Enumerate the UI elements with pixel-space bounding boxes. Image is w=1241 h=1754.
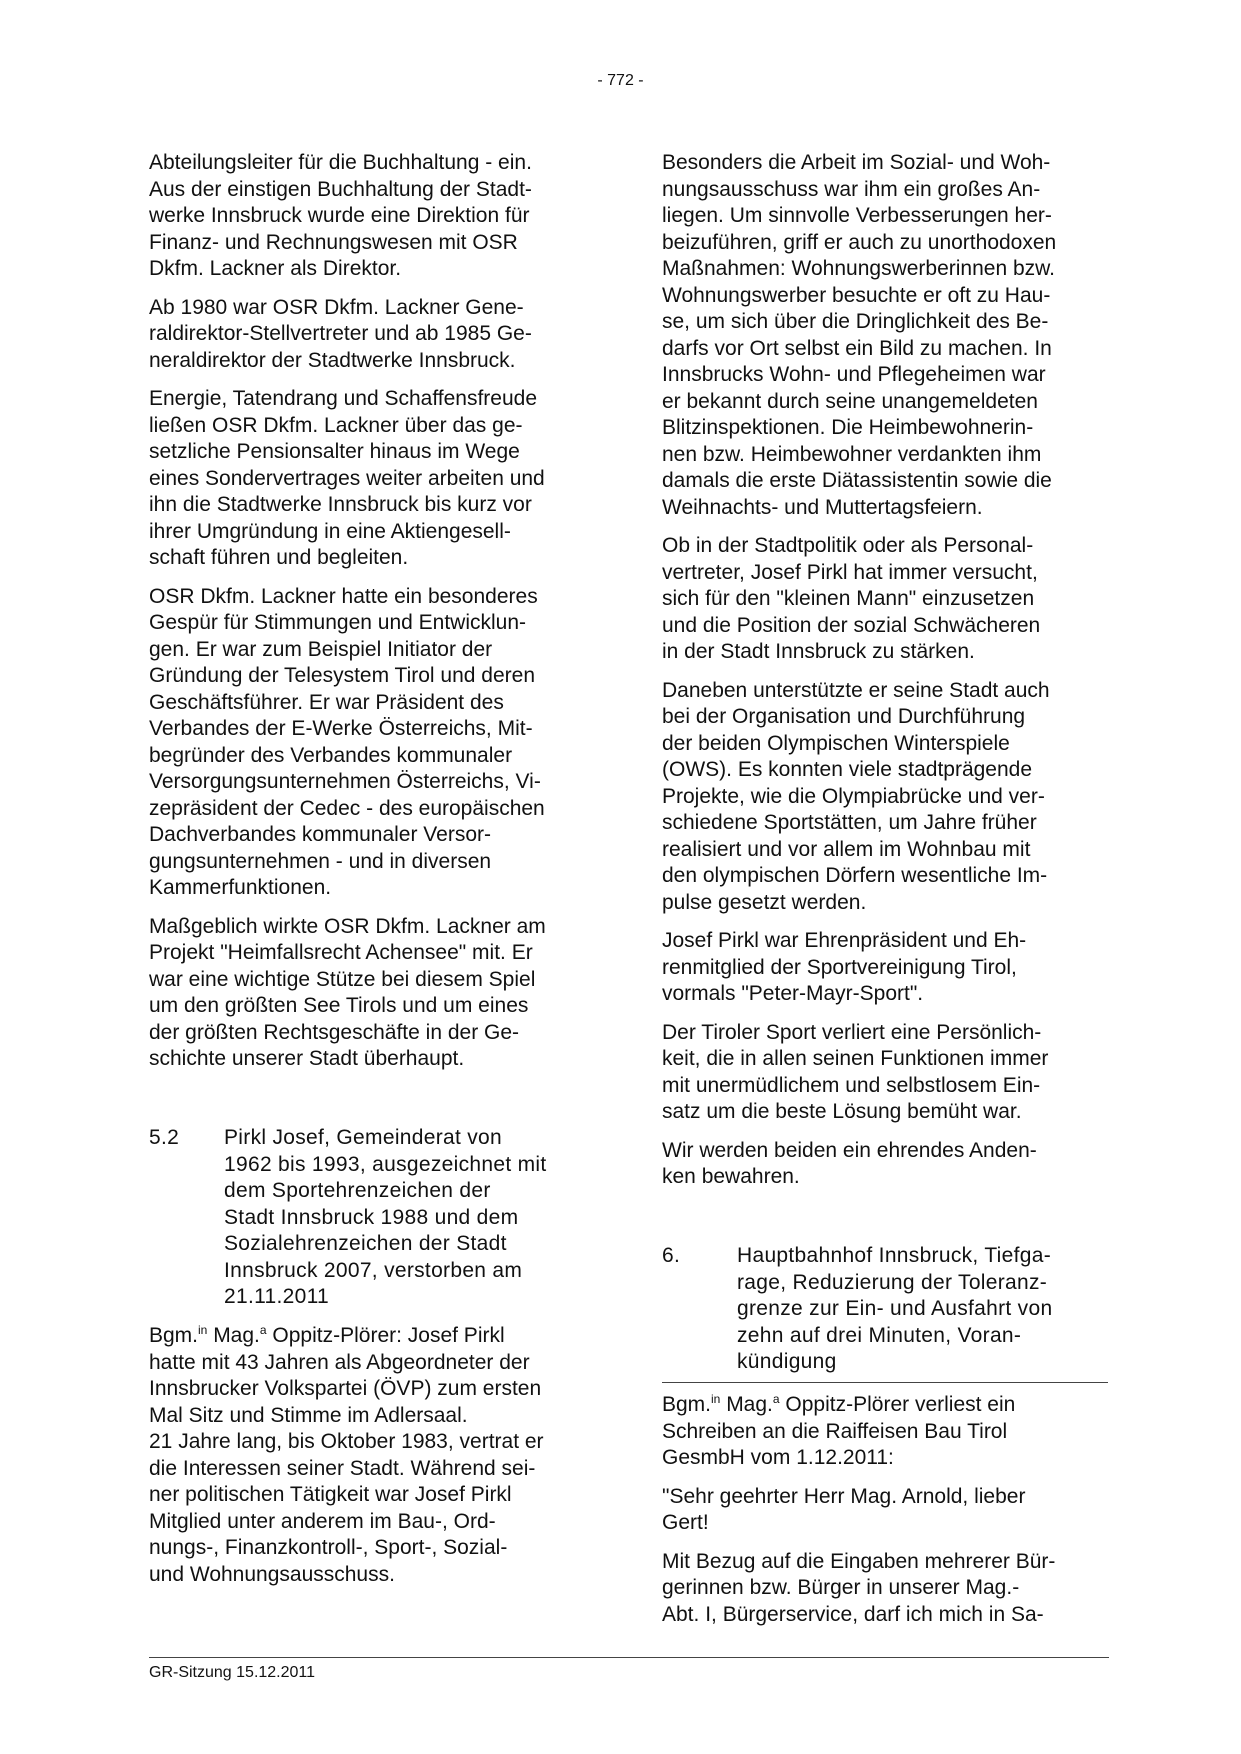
section-heading-5-2 <box>149 1125 585 1311</box>
paragraph: Ob in der Stadtpolitik oder als Personal- vertreter, Josef Pirkl hat immer versucht, sich für den "kleinen Mann" einzusetzen und die Position der sozial Schwächeren in der Stadt Innsbruck zu stärken. <box>662 534 1041 663</box>
paragraph: hatte mit 43 Jahren als Abgeordneter der Innsbrucker Volkspartei (ÖVP) zum ersten Mal Sitz und Stimme im Adlersaal. 21 Jahre lang, bis Oktober 1983, vertrat er die Interessen seiner Stadt. Während sei- ner politischen Tätigkeit war Josef Pirkl Mitglied unter anderem im Bau-, Ord- nungs-, Finanzkontroll-, Sport-, Sozial- und Wohnungsausschuss. <box>149 1350 544 1586</box>
page-number: - 772 - <box>597 72 644 89</box>
paragraph: Ab 1980 war OSR Dkfm. Lackner Gene- raldirektor-Stellvertreter und ab 1985 Ge- neraldirektor der Stadtwerke Innsbruck. <box>149 295 532 372</box>
speaker-line: Bgm.$^{in}$ Mag.$^a$ Oppitz-Plörer: Josef Pirkl <box>149 1323 505 1347</box>
letter-paragraph: "Sehr geehrter Herr Mag. Arnold, lieber Gert! <box>662 1484 1026 1534</box>
footer-divider <box>149 1657 1109 1658</box>
paragraph: Besonders die Arbeit im Sozial- und Woh- nungsausschuss war ihm ein großes An- liegen. Um sinnvolle Verbesserungen her- beizuführen, griff er auch zu unorthodoxen Maßnahmen: Wohnungswerberinnen bzw. Wohnungswerber besuchte er oft zu Hau- se, um sich über die Dringlichkeit des Be- darfs vor Ort selbst ein Bild zu machen. In Innsbrucks Wohn- und Pflegeheimen war er bekannt durch seine unangemeldeten Blitzinspektionen. Die Heimbewohnerin- nen bzw. Heimbewohner verdankten ihm damals die erste Diätassistentin sowie die Weihnachts- und Muttertagsfeiern. <box>662 151 1057 519</box>
paragraph: OSR Dkfm. Lackner hatte ein besonderes Gespür für Stimmungen und Entwicklun- gen. Er war zum Beispiel Initiator der Gründung der Telesystem Tirol und deren Geschäftsführer. Er war Präsident des Verbandes der E-Werke Österreichs, Mit- begründer des Verbandes kommunaler Versorgungsunternehmen Österreichs, Vi- zepräsident der Cedec - des europäischen Dachverbandes kommunaler Versor- gungsunternehmen - und in diversen Kammerfunktionen. <box>149 584 545 899</box>
section-number: 6. <box>662 1244 681 1267</box>
paragraph: Abteilungsleiter für die Buchhaltung - ein. Aus der einstigen Buchhaltung der Stadt- werke Innsbruck wurde eine Direktion für Finanz- und Rechnungswesen mit OSR Dkfm. Lackner als Direktor. <box>149 151 532 280</box>
paragraph: Der Tiroler Sport verliert eine Persönlich- keit, die in allen seinen Funktionen immer mit unermüdlichem und selbstlosem Ein- satz um die beste Lösung bemüht war. <box>662 1020 1049 1123</box>
letter-paragraph: Mit Bezug auf die Eingaben mehrerer Bür- gerinnen bzw. Bürger in unserer Mag.- Abt. I, Bürgerservice, darf ich mich in Sa- <box>662 1549 1056 1626</box>
section-6-body <box>662 1392 1108 1640</box>
section-5-2-body <box>149 1323 585 1600</box>
paragraph: Maßgeblich wirkte OSR Dkfm. Lackner am Projekt "Heimfallsrecht Achensee" mit. Er war eine wichtige Stütze bei diesem Spiel um den größten See Tirols und um eines der größten Rechtsgeschäfte in der Ge- schichte unserer Stadt überhaupt. <box>149 914 546 1070</box>
paragraph: Wir werden beiden ein ehrendes Anden- ken bewahren. <box>662 1138 1037 1188</box>
section-number: 5.2 <box>149 1126 180 1149</box>
section-heading-6 <box>662 1243 1108 1383</box>
section-title: Pirkl Josef, Gemeinderat von 1962 bis 1993, ausgezeichnet mit dem Sportehrenzeichen der Stadt Innsbruck 1988 und dem Sozialehrenzeichen der Stadt Innsbruck 2007, verstorben am 21.11.2011 <box>224 1126 547 1308</box>
paragraph: Energie, Tatendrang und Schaffensfreude ließen OSR Dkfm. Lackner über das ge- setzliche Pensionsalter hinaus im Wege eines Sondervertrages weiter arbeiten und ihn die Stadtwerke Innsbruck bis kurz vor ihrer Umgründung in eine Aktiengesell- schaft führen und begleiten. <box>149 387 545 569</box>
paragraph: Schreiben an die Raiffeisen Bau Tirol GesmbH vom 1.12.2011: <box>662 1419 1008 1469</box>
paragraph: Daneben unterstützte er seine Stadt auch bei der Organisation und Durchführung der beiden Olympischen Winterspiele (OWS). Es konnten viele stadtprägende Projekte, wie die Olympiabrücke und ver- schiedene Sportstätten, um Jahre früher realisiert und vor allem im Wohnbau mit den olympischen Dörfern wesentliche Im- pulse gesetzt werden. <box>662 678 1050 914</box>
right-column <box>662 150 1098 1203</box>
footer-text: GR-Sitzung 15.12.2011 <box>149 1664 316 1681</box>
left-column <box>149 150 585 1085</box>
paragraph: Josef Pirkl war Ehrenpräsident und Eh- renmitglied der Sportvereinigung Tirol, vormals "Peter-Mayr-Sport". <box>662 929 1027 1005</box>
speaker-line: Bgm.$^{in}$ Mag.$^a$ Oppitz-Plörer verliest ein <box>662 1392 1016 1416</box>
section-title: Hauptbahnhof Innsbruck, Tiefga- rage, Reduzierung der Toleranz- grenze zur Ein- und Ausfahrt von zehn auf drei Minuten, Voran- kündigung <box>737 1244 1053 1373</box>
